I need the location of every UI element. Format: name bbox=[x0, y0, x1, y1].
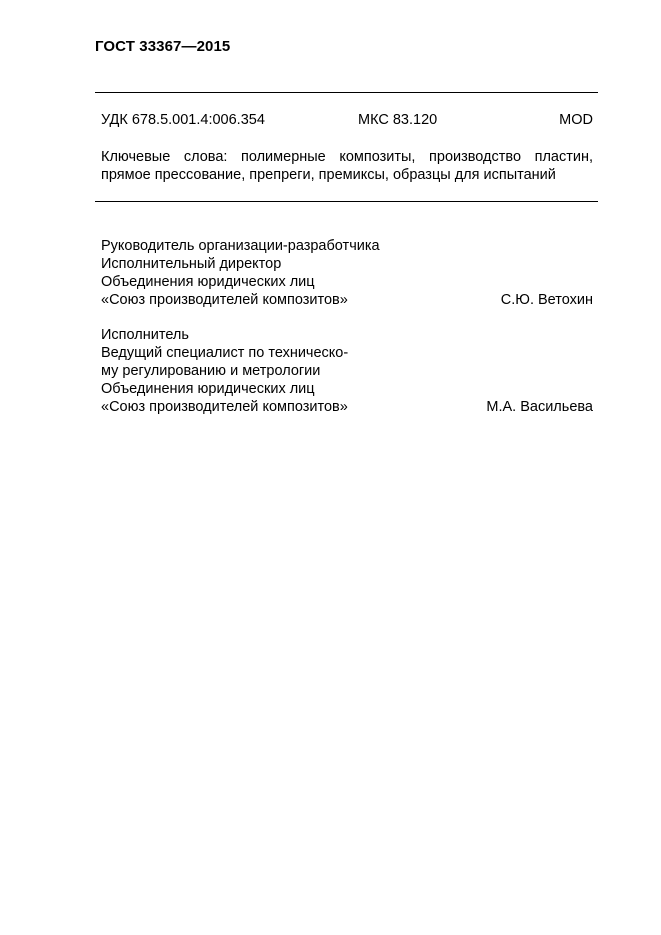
mks-code: МКС 83.120 bbox=[358, 112, 438, 128]
keywords-line-1: Ключевые слова: полимерные композиты, производство пластин, bbox=[101, 149, 593, 165]
executor-organization: «Союз производителей композитов» bbox=[101, 399, 348, 415]
executor-line-1: Исполнитель bbox=[101, 327, 189, 343]
udk-code: УДК 678.5.001.4:006.354 bbox=[101, 112, 265, 128]
keywords-line-2: прямое прессование, препреги, премиксы, образцы для испытаний bbox=[101, 167, 556, 183]
top-divider bbox=[95, 92, 598, 93]
bottom-divider bbox=[95, 201, 598, 202]
executor-line-3: му регулированию и метрологии bbox=[101, 363, 321, 379]
executor-line-4: Объединения юридических лиц bbox=[101, 381, 315, 397]
developer-organization: «Союз производителей композитов» bbox=[101, 292, 348, 308]
standard-number-header: ГОСТ 33367—2015 bbox=[95, 38, 231, 55]
executor-signature-block bbox=[101, 326, 593, 416]
developer-line-3: Объединения юридических лиц bbox=[101, 274, 315, 290]
executor-line-2: Ведущий специалист по техническо- bbox=[101, 345, 349, 361]
developer-signature-block bbox=[101, 237, 593, 309]
developer-line-2: Исполнительный директор bbox=[101, 256, 282, 272]
developer-line-1: Руководитель организации-разработчика bbox=[101, 238, 380, 254]
developer-signer-name: С.Ю. Ветохин bbox=[500, 292, 593, 308]
mod-designation: MOD bbox=[559, 112, 593, 128]
developer-line-4 bbox=[101, 291, 593, 309]
classification-row bbox=[101, 112, 593, 132]
keywords-paragraph bbox=[101, 148, 593, 184]
executor-line-5 bbox=[101, 398, 593, 416]
executor-signer-name: М.А. Васильева bbox=[486, 399, 593, 415]
